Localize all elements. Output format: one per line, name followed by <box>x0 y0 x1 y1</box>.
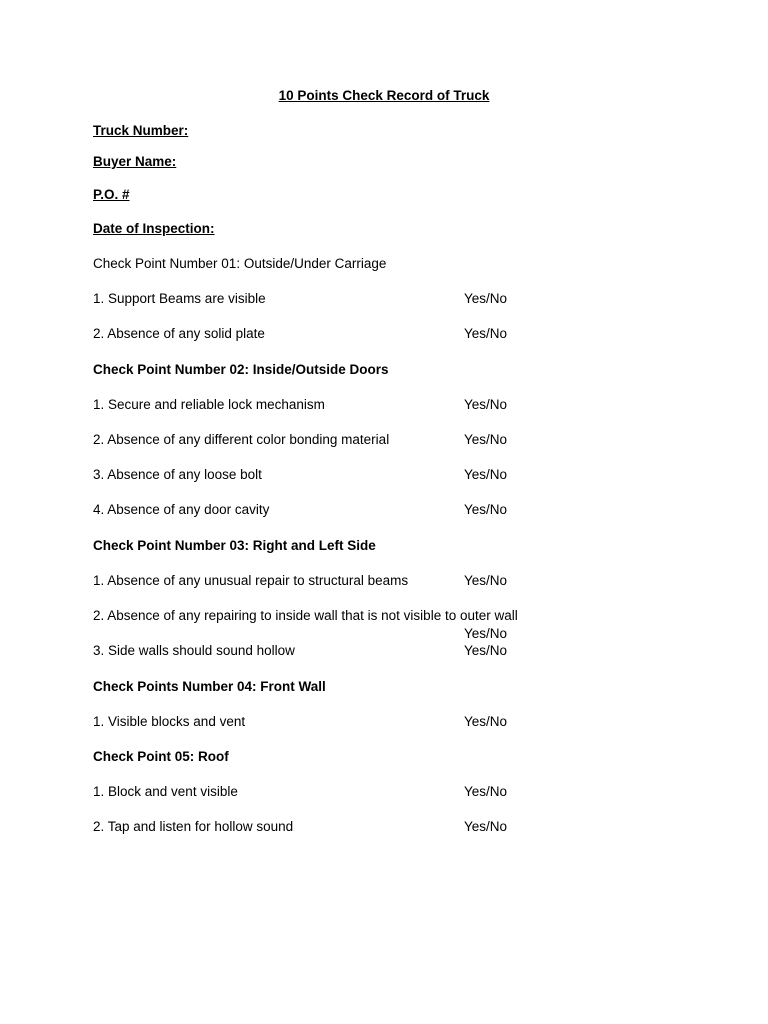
section-02-item-2-answer: Yes/No <box>464 432 508 447</box>
document-title: 10 Points Check Record of Truck <box>278 88 490 103</box>
section-02-item-4-answer: Yes/No <box>464 502 508 517</box>
section-05-item-2: 2. Tap and listen for hollow sound <box>93 819 294 834</box>
section-01-heading: Check Point Number 01: Outside/Under Carriage <box>93 256 387 271</box>
date-of-inspection-field: Date of Inspection: <box>93 221 215 236</box>
po-number-field: P.O. # <box>93 187 130 202</box>
section-05-item-1: 1. Block and vent visible <box>93 784 238 799</box>
buyer-name-field: Buyer Name: <box>93 154 177 169</box>
section-02-item-2: 2. Absence of any different color bonding material <box>93 432 390 447</box>
section-05-heading: Check Point 05: Roof <box>93 749 229 764</box>
section-02-item-1: 1. Secure and reliable lock mechanism <box>93 397 325 412</box>
section-03-item-3-answer: Yes/No <box>464 643 508 658</box>
section-04-item-1: 1. Visible blocks and vent <box>93 714 246 729</box>
section-02-item-3: 3. Absence of any loose bolt <box>93 467 262 482</box>
section-04-item-1-answer: Yes/No <box>464 714 508 729</box>
section-02-item-4: 4. Absence of any door cavity <box>93 502 270 517</box>
section-03-item-1: 1. Absence of any unusual repair to structural beams <box>93 573 409 588</box>
section-03-item-3: 3. Side walls should sound hollow <box>93 643 295 658</box>
section-02-heading: Check Point Number 02: Inside/Outside Doors <box>93 362 389 377</box>
truck-number-field: Truck Number: <box>93 123 189 138</box>
section-04-heading: Check Points Number 04: Front Wall <box>93 679 326 694</box>
section-03-heading: Check Point Number 03: Right and Left Side <box>93 538 376 553</box>
section-03-item-2-answer: Yes/No <box>464 626 508 641</box>
section-03-item-2: 2. Absence of any repairing to inside wall that is not visible to outer wall <box>93 608 518 623</box>
section-01-item-1: 1. Support Beams are visible <box>93 291 266 306</box>
section-05-item-1-answer: Yes/No <box>464 784 508 799</box>
section-02-item-1-answer: Yes/No <box>464 397 508 412</box>
section-03-item-1-answer: Yes/No <box>464 573 508 588</box>
section-02-item-3-answer: Yes/No <box>464 467 508 482</box>
section-05-item-2-answer: Yes/No <box>464 819 508 834</box>
section-01-item-2: 2. Absence of any solid plate <box>93 326 265 341</box>
section-01-item-2-answer: Yes/No <box>464 326 508 341</box>
section-01-item-1-answer: Yes/No <box>464 291 508 306</box>
